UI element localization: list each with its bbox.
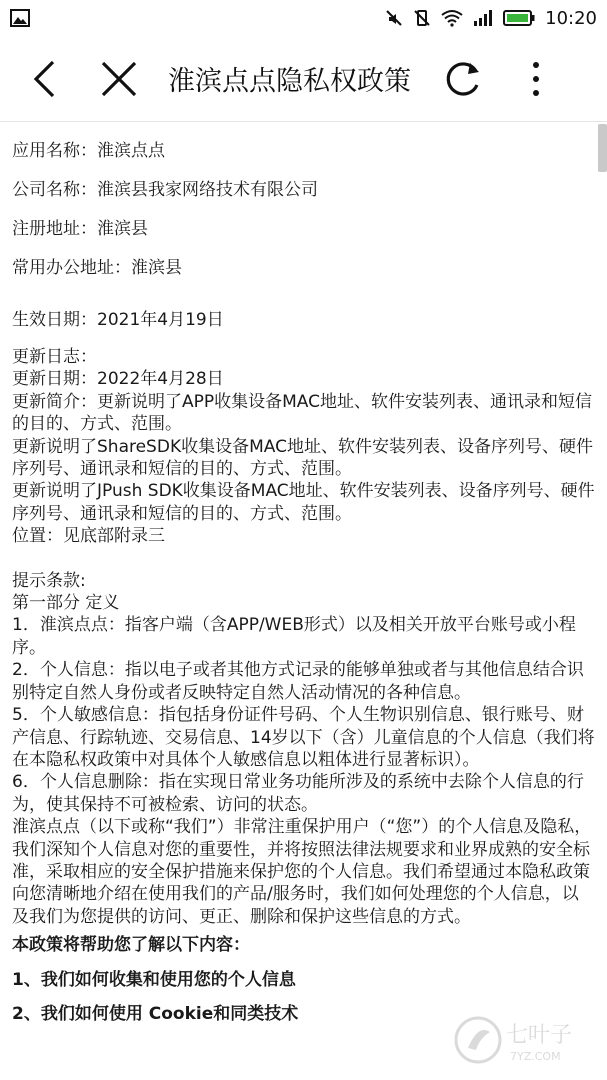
update-line: 更新说明了JPush SDK收集设备MAC地址、软件安装列表、设备序列号、硬件序列号、通讯录和短信的目的、方式、范围。 — [12, 481, 595, 524]
toc-item[interactable]: 1、我们如何收集和使用您的个人信息 — [12, 969, 296, 990]
clock: 10:20 — [545, 7, 597, 29]
toc-heading: 本政策将帮助您了解以下内容： — [12, 935, 250, 956]
watermark-logo — [450, 1010, 600, 1070]
intro-paragraph: 淮滨点点（以下或称“我们”）非常注重保护用户（“您”）的个人信息及隐私，我们深知个人信息对您的重要性，并将按照法律法规要求和业界成熟的安全标准，采取相应的安全保护措施来保护您的个人信息。我们希望通过本隐私政策向您清晰地介绍在使用我们的产品/服务时，我们如何处理您的个人信息，以及我们为您提供的访问、更正、删除和保护这些信息的方式。 — [12, 817, 592, 927]
battery-icon — [503, 9, 535, 27]
company-name: 公司名称：淮滨县我家网络技术有限公司 — [12, 180, 318, 200]
definition-item: 1．淮滨点点：指客户端（含APP/WEB形式）以及相关开放平台账号或小程序。 — [12, 615, 576, 658]
page-title: 淮滨点点隐私权政策 — [168, 66, 411, 97]
close-icon — [100, 60, 138, 98]
registered-address: 注册地址：淮滨县 — [12, 219, 148, 239]
update-heading: 更新日志： — [12, 347, 97, 367]
office-address: 常用办公地址：淮滨县 — [12, 258, 182, 278]
update-date: 更新日期：2022年4月28日 — [12, 369, 224, 390]
watermark-text: 七叶子 — [506, 1023, 573, 1048]
toc-item[interactable]: 2、我们如何使用 Cookie和同类技术 — [12, 1003, 299, 1024]
definition-item: 5．个人敏感信息：指包括身份证件号码、个人生物识别信息、银行账号、财产信息、行踪轨迹、交易信息、14岁以下（含）儿童信息的个人信息（我们将在本隐私权政策中对具体个人敏感信息以粗体进行显著标识）。 — [12, 705, 595, 770]
gallery-notification-icon — [10, 9, 30, 27]
close-button[interactable] — [84, 36, 154, 122]
definition-item: 2．个人信息：指以电子或者其他方式记录的能够单独或者与其他信息结合识别特定自然人身份或者反映特定自然人活动情况的各种信息。 — [12, 660, 584, 703]
back-arrow-icon — [29, 59, 59, 99]
refresh-icon — [443, 59, 483, 99]
wifi-icon — [441, 9, 463, 27]
policy-content — [12, 140, 595, 1025]
terms-heading: 提示条款: — [12, 570, 86, 591]
signal-icon — [473, 9, 493, 27]
vibrate-off-icon — [413, 9, 431, 27]
effective-date: 生效日期：2021年4月19日 — [12, 310, 224, 330]
definition-item: 6．个人信息删除：指在实现日常业务功能所涉及的系统中去除个人信息的行为，使其保持不可被检索、访问的状态。 — [12, 772, 584, 815]
part-heading: 第一部分 定义 — [12, 593, 120, 614]
update-line: 更新说明了ShareSDK收集设备MAC地址、软件安装列表、设备序列号、硬件序列号、通讯录和短信的目的、方式、范围。 — [12, 436, 593, 480]
status-icons — [385, 8, 597, 29]
more-vertical-icon — [531, 59, 541, 99]
update-line: 位置：见底部附录三 — [12, 526, 165, 547]
scrollbar-thumb[interactable] — [598, 124, 607, 172]
app-name: 应用名称：淮滨点点 — [12, 141, 165, 161]
mute-icon — [385, 9, 403, 27]
refresh-button[interactable] — [433, 36, 493, 122]
browser-toolbar — [0, 36, 607, 122]
update-line: 更新简介：更新说明了APP收集设备MAC地址、软件安装列表、通讯录和短信的目的、方式、范围。 — [12, 391, 592, 435]
more-menu-button[interactable] — [511, 36, 561, 122]
back-button[interactable] — [4, 36, 84, 122]
status-bar — [0, 0, 607, 36]
watermark-sub: 7YZ.COM — [510, 1050, 561, 1063]
